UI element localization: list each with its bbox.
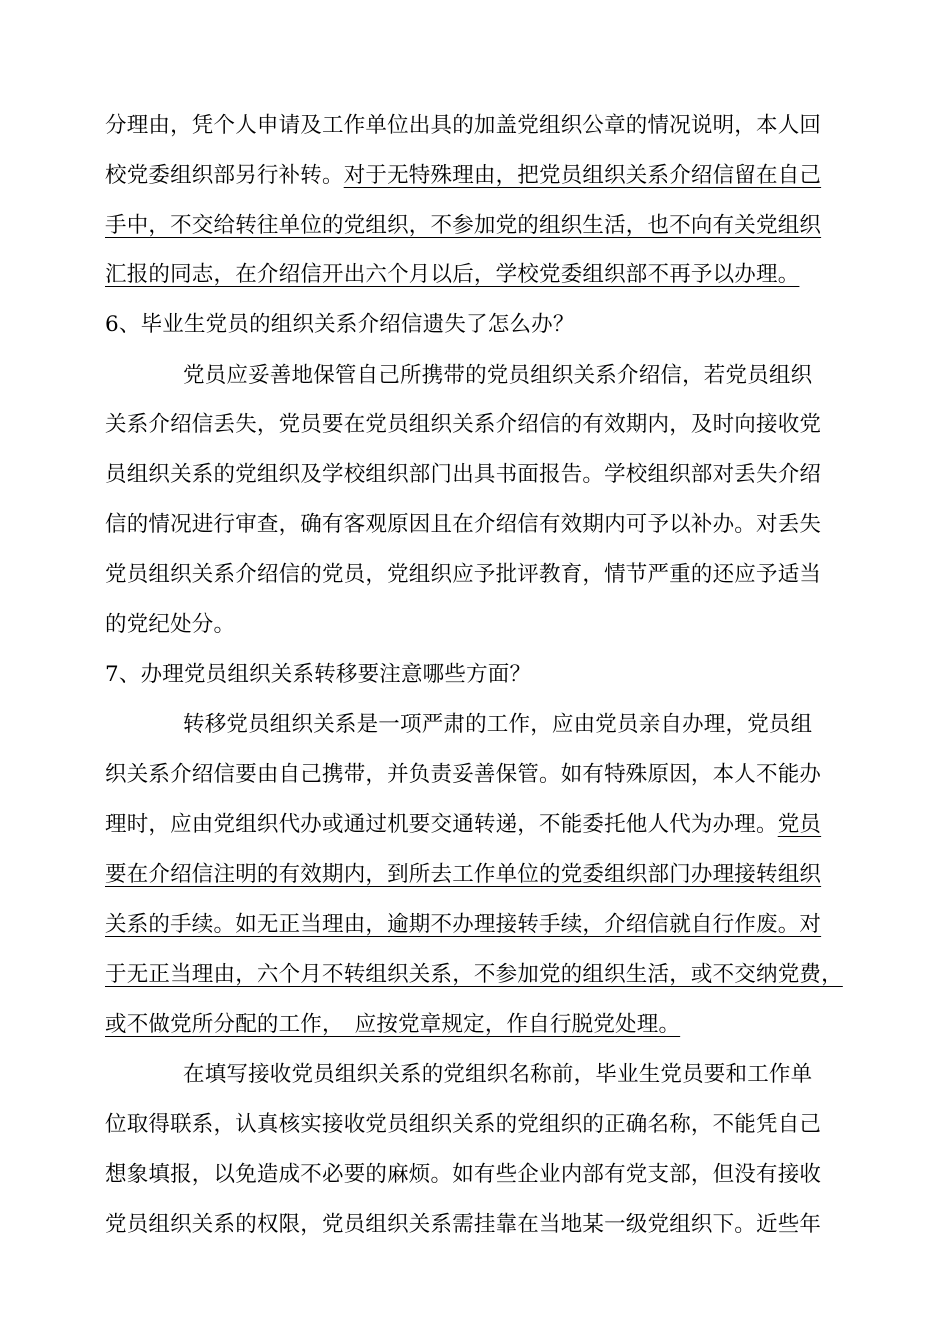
- paragraph-first-line: [183, 1062, 812, 1088]
- text-line: [105, 862, 821, 888]
- text-line: [105, 1212, 821, 1238]
- text-segment: 转移党员组织关系是一项严肃的工作，应由党员亲自办理，党员组: [183, 712, 813, 737]
- text-line-2: [105, 163, 821, 189]
- text-segment: 员组织关系的党组织及学校组织部门出具书面报告。学校组织部对丢失介绍: [105, 462, 822, 487]
- underlined-text-segment: 于无正当理由，六个月不转组织关系，不参加党的组织生活，或不交纳党费，: [105, 962, 843, 987]
- paragraph-first-line: [183, 363, 812, 389]
- underlined-text-segment: 要在介绍信注明的有效期内，到所去工作单位的党委组织部门办理接转组织: [105, 862, 822, 887]
- text-segment: 信的情况进行审查，确有客观原因且在介绍信有效期内可予以补办。对丢失: [105, 512, 822, 537]
- underlined-text-segment: 对于无特殊理由，把党员组织关系介绍信留在自己: [343, 163, 822, 188]
- text-segment: 校党委组织部另行补转。: [105, 163, 344, 188]
- heading-text: 7、办理党员组织关系转移要注意哪些方面？: [105, 662, 532, 687]
- underlined-text-segment: 手中，不交给转往单位的党组织，不参加党的组织生活，也不向有关党组织: [105, 213, 822, 238]
- text-segment: 在填写接收党员组织关系的党组织名称前，毕业生党员要和工作单: [183, 1062, 813, 1087]
- text-line: [105, 812, 821, 838]
- text-line: [105, 1162, 821, 1188]
- underlined-text-segment: 汇报的同志，在介绍信开出六个月以后，学校党委组织部不再予以办理。: [105, 262, 800, 287]
- text-segment: 党员组织关系介绍信的党员，党组织应予批评教育，情节严重的还应予适当: [105, 562, 822, 587]
- paragraph-first-line: [183, 712, 812, 738]
- text-segment: 想象填报，以免造成不必要的麻烦。如有些企业内部有党支部，但没有接收: [105, 1162, 822, 1187]
- text-line: [105, 962, 843, 988]
- text-segment: 分理由，凭个人申请及工作单位出具的加盖党组织公章的情况说明，本人回: [105, 113, 822, 138]
- text-line: [105, 562, 821, 588]
- text-line: [105, 512, 821, 538]
- section-heading-6: [105, 312, 575, 338]
- heading-text: 6、毕业生党员的组织关系介绍信遗失了怎么办？: [105, 312, 575, 337]
- text-segment: 织关系介绍信要由自己携带，并负责妥善保管。如有特殊原因，本人不能办: [105, 762, 822, 787]
- text-line-3: [105, 213, 821, 239]
- text-segment: 的党纪处分。: [105, 612, 236, 637]
- text-line: [105, 912, 821, 938]
- text-line: [105, 462, 821, 488]
- text-segment: 位取得联系，认真核实接收党员组织关系的党组织的正确名称，不能凭自己: [105, 1112, 822, 1137]
- text-line-1: [105, 113, 821, 139]
- underlined-text-segment: 关系的手续。如无正当理由，逾期不办理接转手续，介绍信就自行作废。对: [105, 912, 822, 937]
- text-segment: 党员应妥善地保管自己所携带的党员组织关系介绍信，若党员组织: [183, 363, 813, 388]
- text-line: [105, 1112, 821, 1138]
- text-segment: 关系介绍信丢失，党员要在党员组织关系介绍信的有效期内，及时向接收党: [105, 412, 822, 437]
- section-heading-7: [105, 662, 531, 688]
- text-line-4: [105, 262, 799, 288]
- text-segment: 党员组织关系的权限，党员组织关系需挂靠在当地某一级党组织下。近些年: [105, 1212, 822, 1237]
- underlined-text-segment: 党员: [777, 812, 822, 837]
- text-line: [105, 612, 235, 638]
- text-line: [105, 762, 821, 788]
- text-segment: 理时，应由党组织代办或通过机要交通转递，不能委托他人代为办理。: [105, 812, 778, 837]
- underlined-text-segment: 或不做党所分配的工作， 应按党章规定，作自行脱党处理。: [105, 1012, 681, 1037]
- text-line: [105, 1012, 680, 1038]
- text-line: [105, 412, 821, 438]
